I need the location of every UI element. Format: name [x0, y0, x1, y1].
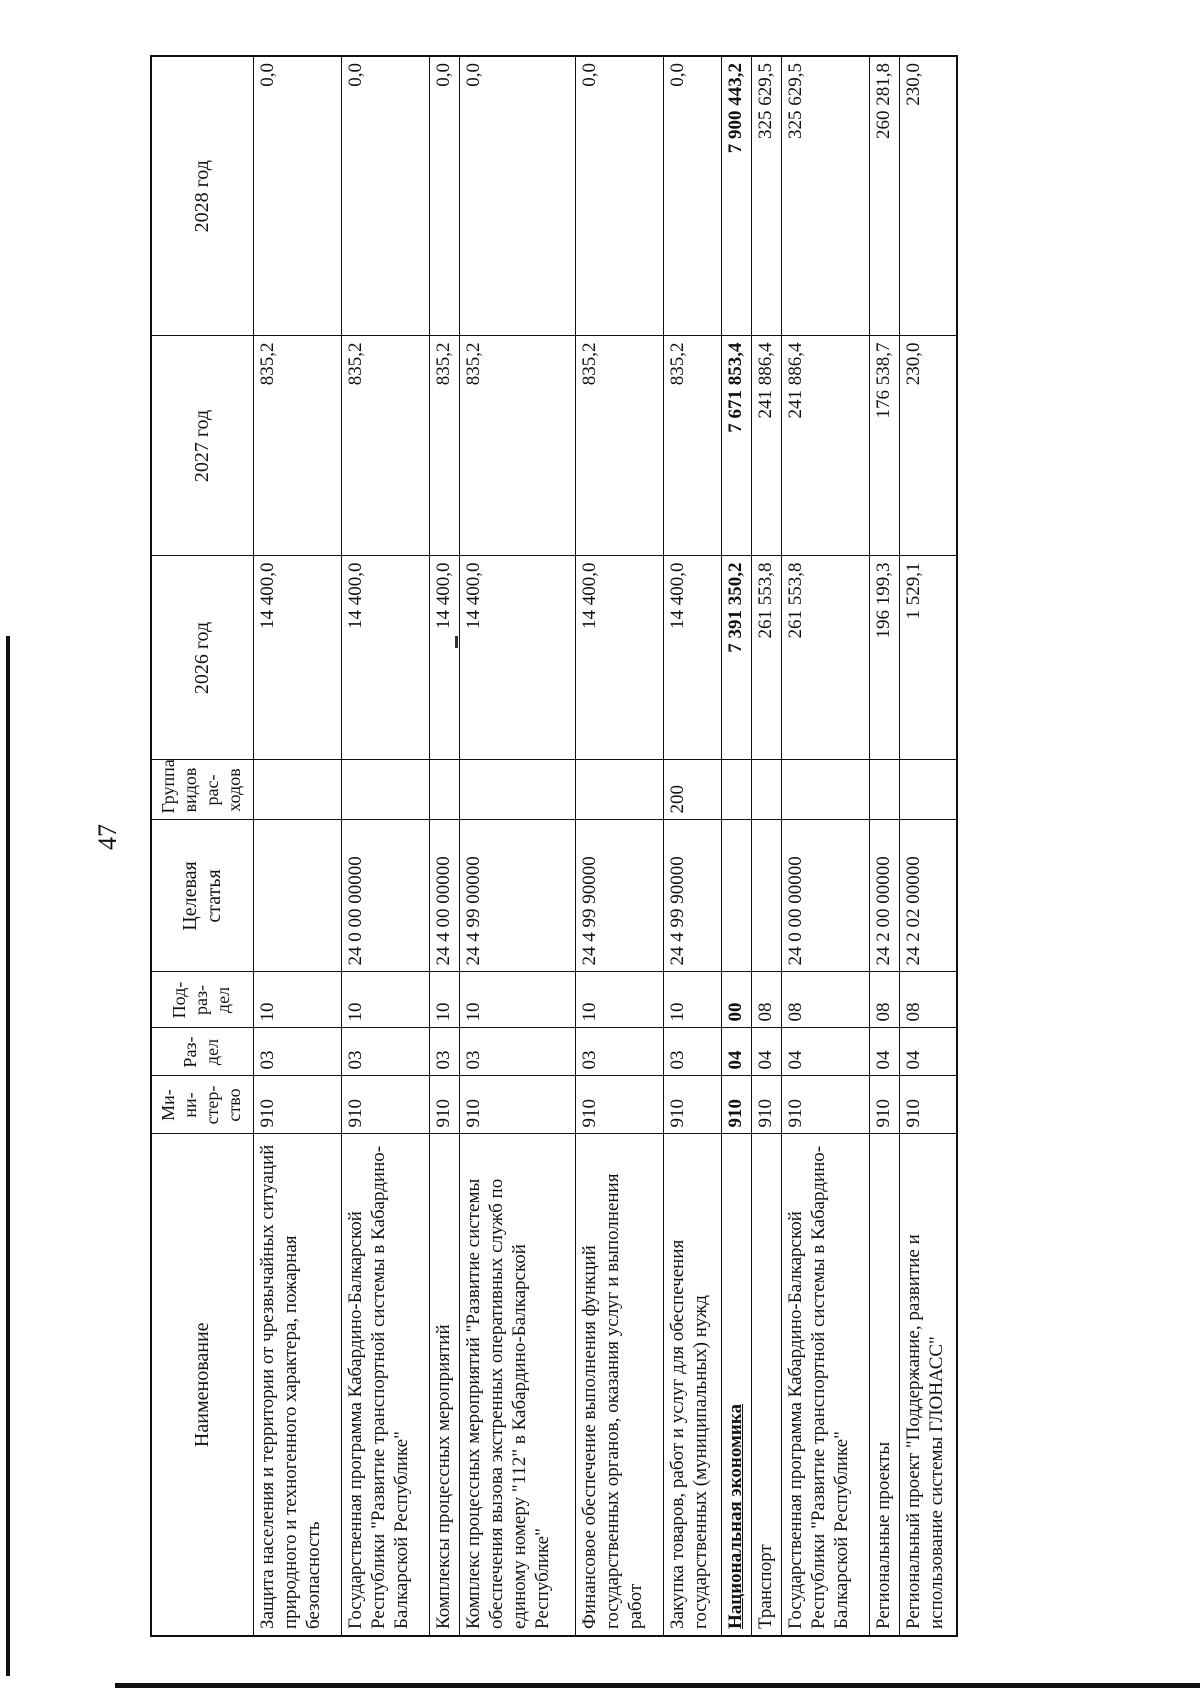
cell-group [459, 760, 575, 820]
cell-y2027: 230,0 [899, 336, 957, 556]
cell-target: 24 2 02 00000 [899, 820, 957, 972]
cell-section: 03 [341, 1028, 429, 1076]
cell-section: 03 [575, 1028, 663, 1076]
cell-section: 04 [721, 1028, 751, 1076]
cell-subsection: 10 [253, 972, 341, 1028]
cell-y2026: 14 400,0 [575, 556, 663, 760]
cell-y2028: 0,0 [663, 56, 721, 336]
cell-name: Защита населения и территории от чрезвычайных ситуаций природного и техногенного характера, пожарная безопасность [253, 1134, 341, 1636]
cell-y2026: 14 400,0 [663, 556, 721, 760]
header-year-2026: 2026 год [151, 556, 253, 760]
cell-target [721, 820, 751, 972]
cell-y2028: 325 629,5 [751, 56, 781, 336]
cell-ministry: 910 [781, 1076, 869, 1134]
cell-target: 24 0 00 00000 [781, 820, 869, 972]
cell-y2027: 241 886,4 [781, 336, 869, 556]
cell-y2027: 835,2 [341, 336, 429, 556]
cell-y2026: 14 400,0 [429, 556, 459, 760]
rotated-table-frame [150, 57, 1050, 1637]
table-row [751, 56, 781, 1636]
cell-y2027: 176 538,7 [869, 336, 899, 556]
cell-target: 24 4 99 90000 [575, 820, 663, 972]
table-row [459, 56, 575, 1636]
cell-subsection: 08 [751, 972, 781, 1028]
cell-group [869, 760, 899, 820]
cell-subsection: 10 [429, 972, 459, 1028]
cell-subsection: 10 [341, 972, 429, 1028]
cell-section: 04 [781, 1028, 869, 1076]
cell-name: Региональные проекты [869, 1134, 899, 1636]
cell-group [341, 760, 429, 820]
table-row [869, 56, 899, 1636]
cell-subsection: 08 [869, 972, 899, 1028]
cell-target: 24 2 00 00000 [869, 820, 899, 972]
cell-target [751, 820, 781, 972]
table-row [721, 56, 751, 1636]
cell-y2028: 325 629,5 [781, 56, 869, 336]
cell-name: Региональный проект "Поддержание, развитие и использование системы ГЛОНАСС" [899, 1134, 957, 1636]
cell-name: Государственная программа Кабардино-Балкарской Республики "Развитие транспортной системы в Кабардино-Балкарской Республике" [781, 1134, 869, 1636]
cell-section: 04 [869, 1028, 899, 1076]
cell-ministry: 910 [253, 1076, 341, 1134]
cell-subsection: 08 [899, 972, 957, 1028]
cell-name: Комплексы процессных мероприятий [429, 1134, 459, 1636]
cell-y2027: 835,2 [459, 336, 575, 556]
cell-section: 03 [663, 1028, 721, 1076]
table-row [663, 56, 721, 1636]
table-row [899, 56, 957, 1636]
cell-target: 24 4 99 90000 [663, 820, 721, 972]
budget-table [150, 55, 958, 1637]
cell-section: 04 [899, 1028, 957, 1076]
cell-subsection: 00 [721, 972, 751, 1028]
cell-group [721, 760, 751, 820]
cell-ministry: 910 [721, 1076, 751, 1134]
cell-target [253, 820, 341, 972]
cell-ministry: 910 [663, 1076, 721, 1134]
cell-y2026: 7 391 350,2 [721, 556, 751, 760]
header-name: Наименование [151, 1134, 253, 1636]
table-row [429, 56, 459, 1636]
cell-y2026: 196 199,3 [869, 556, 899, 760]
cell-y2028: 0,0 [341, 56, 429, 336]
cell-name: Комплекс процессных мероприятий "Развитие системы обеспечения вызова экстренных оперативных служб по единому номеру "112" в Кабардино-Балкарской Республике" [459, 1134, 575, 1636]
cell-group [429, 760, 459, 820]
cell-ministry: 910 [341, 1076, 429, 1134]
cell-y2027: 835,2 [663, 336, 721, 556]
cell-y2026: 14 400,0 [459, 556, 575, 760]
cell-section: 03 [459, 1028, 575, 1076]
table-row [341, 56, 429, 1636]
header-year-2028: 2028 год [151, 56, 253, 336]
cell-ministry: 910 [575, 1076, 663, 1134]
cell-y2027: 835,2 [253, 336, 341, 556]
cell-y2028: 260 281,8 [869, 56, 899, 336]
table-header-row [151, 56, 253, 1636]
table-row [253, 56, 341, 1636]
cell-ministry: 910 [899, 1076, 957, 1134]
cell-y2026: 261 553,8 [751, 556, 781, 760]
cell-group [253, 760, 341, 820]
cell-y2027: 835,2 [575, 336, 663, 556]
scan-bottom-edge-rule [115, 1683, 1200, 1688]
cell-ministry: 910 [429, 1076, 459, 1134]
header-subsection: Под- раз- дел [151, 972, 253, 1028]
cell-target: 24 0 00 00000 [341, 820, 429, 972]
cell-group [899, 760, 957, 820]
cell-y2027: 241 886,4 [751, 336, 781, 556]
cell-ministry: 910 [869, 1076, 899, 1134]
cell-y2028: 0,0 [253, 56, 341, 336]
cell-y2027: 7 671 853,4 [721, 336, 751, 556]
cell-target: 24 4 99 00000 [459, 820, 575, 972]
cell-name: Транспорт [751, 1134, 781, 1636]
header-ministry: Ми- ни- стер- ство [151, 1076, 253, 1134]
cell-group [781, 760, 869, 820]
cell-y2026: 14 400,0 [253, 556, 341, 760]
header-target-article: Целевая статья [151, 820, 253, 972]
header-expense-group: Группа видов рас- ходов [151, 760, 253, 820]
cell-subsection: 10 [459, 972, 575, 1028]
table-row [781, 56, 869, 1636]
cell-y2028: 230,0 [899, 56, 957, 336]
cell-subsection: 08 [781, 972, 869, 1028]
cell-y2028: 0,0 [429, 56, 459, 336]
cell-name: Национальная экономика [721, 1134, 751, 1636]
table-row [575, 56, 663, 1636]
cell-ministry: 910 [751, 1076, 781, 1134]
cell-subsection: 10 [575, 972, 663, 1028]
cell-y2028: 0,0 [459, 56, 575, 336]
cell-y2028: 0,0 [575, 56, 663, 336]
header-section: Раз- дел [151, 1028, 253, 1076]
cell-group [751, 760, 781, 820]
cell-section: 03 [253, 1028, 341, 1076]
cell-y2028: 7 900 443,2 [721, 56, 751, 336]
cell-name: Закупка товаров, работ и услуг для обеспечения государственных (муниципальных) нужд [663, 1134, 721, 1636]
cell-subsection: 10 [663, 972, 721, 1028]
table-body [253, 56, 957, 1636]
cell-section: 04 [751, 1028, 781, 1076]
cell-group [575, 760, 663, 820]
cell-section: 03 [429, 1028, 459, 1076]
cell-name: Государственная программа Кабардино-Балкарской Республики "Развитие транспортной системы в Кабардино-Балкарской Республике" [341, 1134, 429, 1636]
cell-name: Финансовое обеспечение выполнения функций государственных органов, оказания услуг и выполнения работ [575, 1134, 663, 1636]
cell-y2027: 835,2 [429, 336, 459, 556]
cell-target: 24 4 00 00000 [429, 820, 459, 972]
cell-y2026: 14 400,0 [341, 556, 429, 760]
cell-ministry: 910 [459, 1076, 575, 1134]
cell-group: 200 [663, 760, 721, 820]
page-number: 47 [93, 824, 122, 850]
cell-y2026: 261 553,8 [781, 556, 869, 760]
cell-y2026: 1 529,1 [899, 556, 957, 760]
header-year-2027: 2027 год [151, 336, 253, 556]
scan-left-edge-rule [6, 636, 10, 1676]
